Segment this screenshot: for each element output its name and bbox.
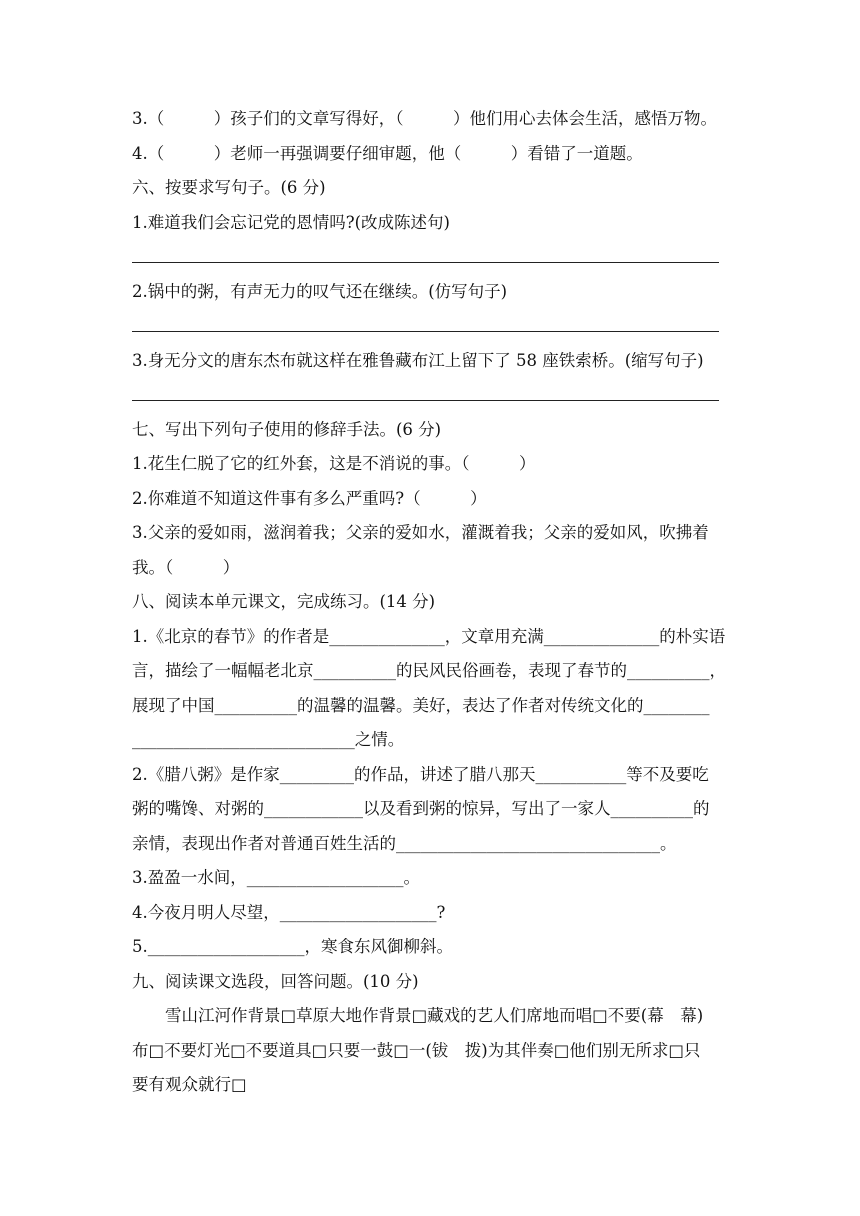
passage-line: 要有观众就行□: [132, 1075, 247, 1094]
worksheet-page: [132, 102, 732, 1103]
section-7-heading: 七、写出下列句子使用的修辞手法。(6 分): [132, 419, 442, 439]
q8-item-2-cont: 亲情，表现出作者对普通百姓生活的________________________________。: [132, 833, 677, 853]
q7-item-1: 1.花生仁脱了它的红外套，这是不消说的事。（ ）: [132, 454, 536, 473]
answer-line-1[interactable]: [132, 240, 732, 275]
q7-item-3-cont: 我。（ ）: [132, 557, 240, 577]
section-8-heading: 八、阅读本单元课文，完成练习。(14 分): [132, 592, 436, 611]
section-6-heading: 六、按要求写句子。(6 分): [132, 178, 326, 197]
answer-line-2[interactable]: [132, 309, 732, 344]
q5-item-3: 3.（ ）孩子们的文章写得好，（ ）他们用心去体会生活，感悟万物。: [132, 109, 717, 128]
q8-item-1-cont: ___________________________之情。: [132, 730, 405, 749]
q8-item-1: 1.《北京的春节》的作者是______________，文章用充满______________的朴实语: [132, 626, 726, 646]
q8-item-5: 5.___________________，寒食东风御柳斜。: [132, 937, 453, 956]
passage-line: 布□不要灯光□不要道具□只要一鼓□一(钹 拨)为其伴奏□他们别无所求□只: [132, 1040, 701, 1060]
q6-item-2: 2.锅中的粥，有声无力的叹气还在继续。(仿写句子): [132, 281, 508, 301]
q8-item-2: 2.《腊八粥》是作家_________的作品，讲述了腊八那天___________等不及要吃: [132, 764, 709, 784]
q8-item-2-cont: 粥的嘴馋、对粥的____________以及看到粥的惊异，写出了一家人__________的: [132, 799, 710, 818]
q8-item-1-cont: 言，描绘了一幅幅老北京__________的民风民俗画卷，表现了春节的__________，: [132, 661, 726, 680]
q8-item-1-cont: 展现了中国__________的温馨的温馨。美好，表达了作者对传统文化的________: [132, 695, 710, 715]
q6-item-3: 3.身无分文的唐东杰布就这样在雅鲁藏布江上留下了 58 座铁索桥。(缩写句子): [132, 350, 704, 370]
answer-line-3[interactable]: [132, 378, 732, 413]
q7-item-2: 2.你难道不知道这件事有多么严重吗?（ ）: [132, 488, 487, 508]
q6-item-1: 1.难道我们会忘记党的恩情吗?(改成陈述句): [132, 212, 450, 232]
passage-line: 雪山江河作背景□草原大地作背景□藏戏的艺人们席地而唱□不要(幕 幕): [165, 1006, 704, 1025]
q7-item-3: 3.父亲的爱如雨，滋润着我；父亲的爱如水，灌溉着我；父亲的爱如风，吹拂着: [132, 523, 709, 542]
q5-item-4: 4.（ ）老师一再强调要仔细审题，他（ ）看错了一道题。: [132, 143, 643, 163]
q8-item-4: 4.今夜月明人尽望，___________________?: [132, 902, 446, 922]
q8-item-3: 3.盈盈一水间，___________________。: [132, 868, 420, 887]
section-9-heading: 九、阅读课文选段，回答问题。(10 分): [132, 971, 419, 991]
